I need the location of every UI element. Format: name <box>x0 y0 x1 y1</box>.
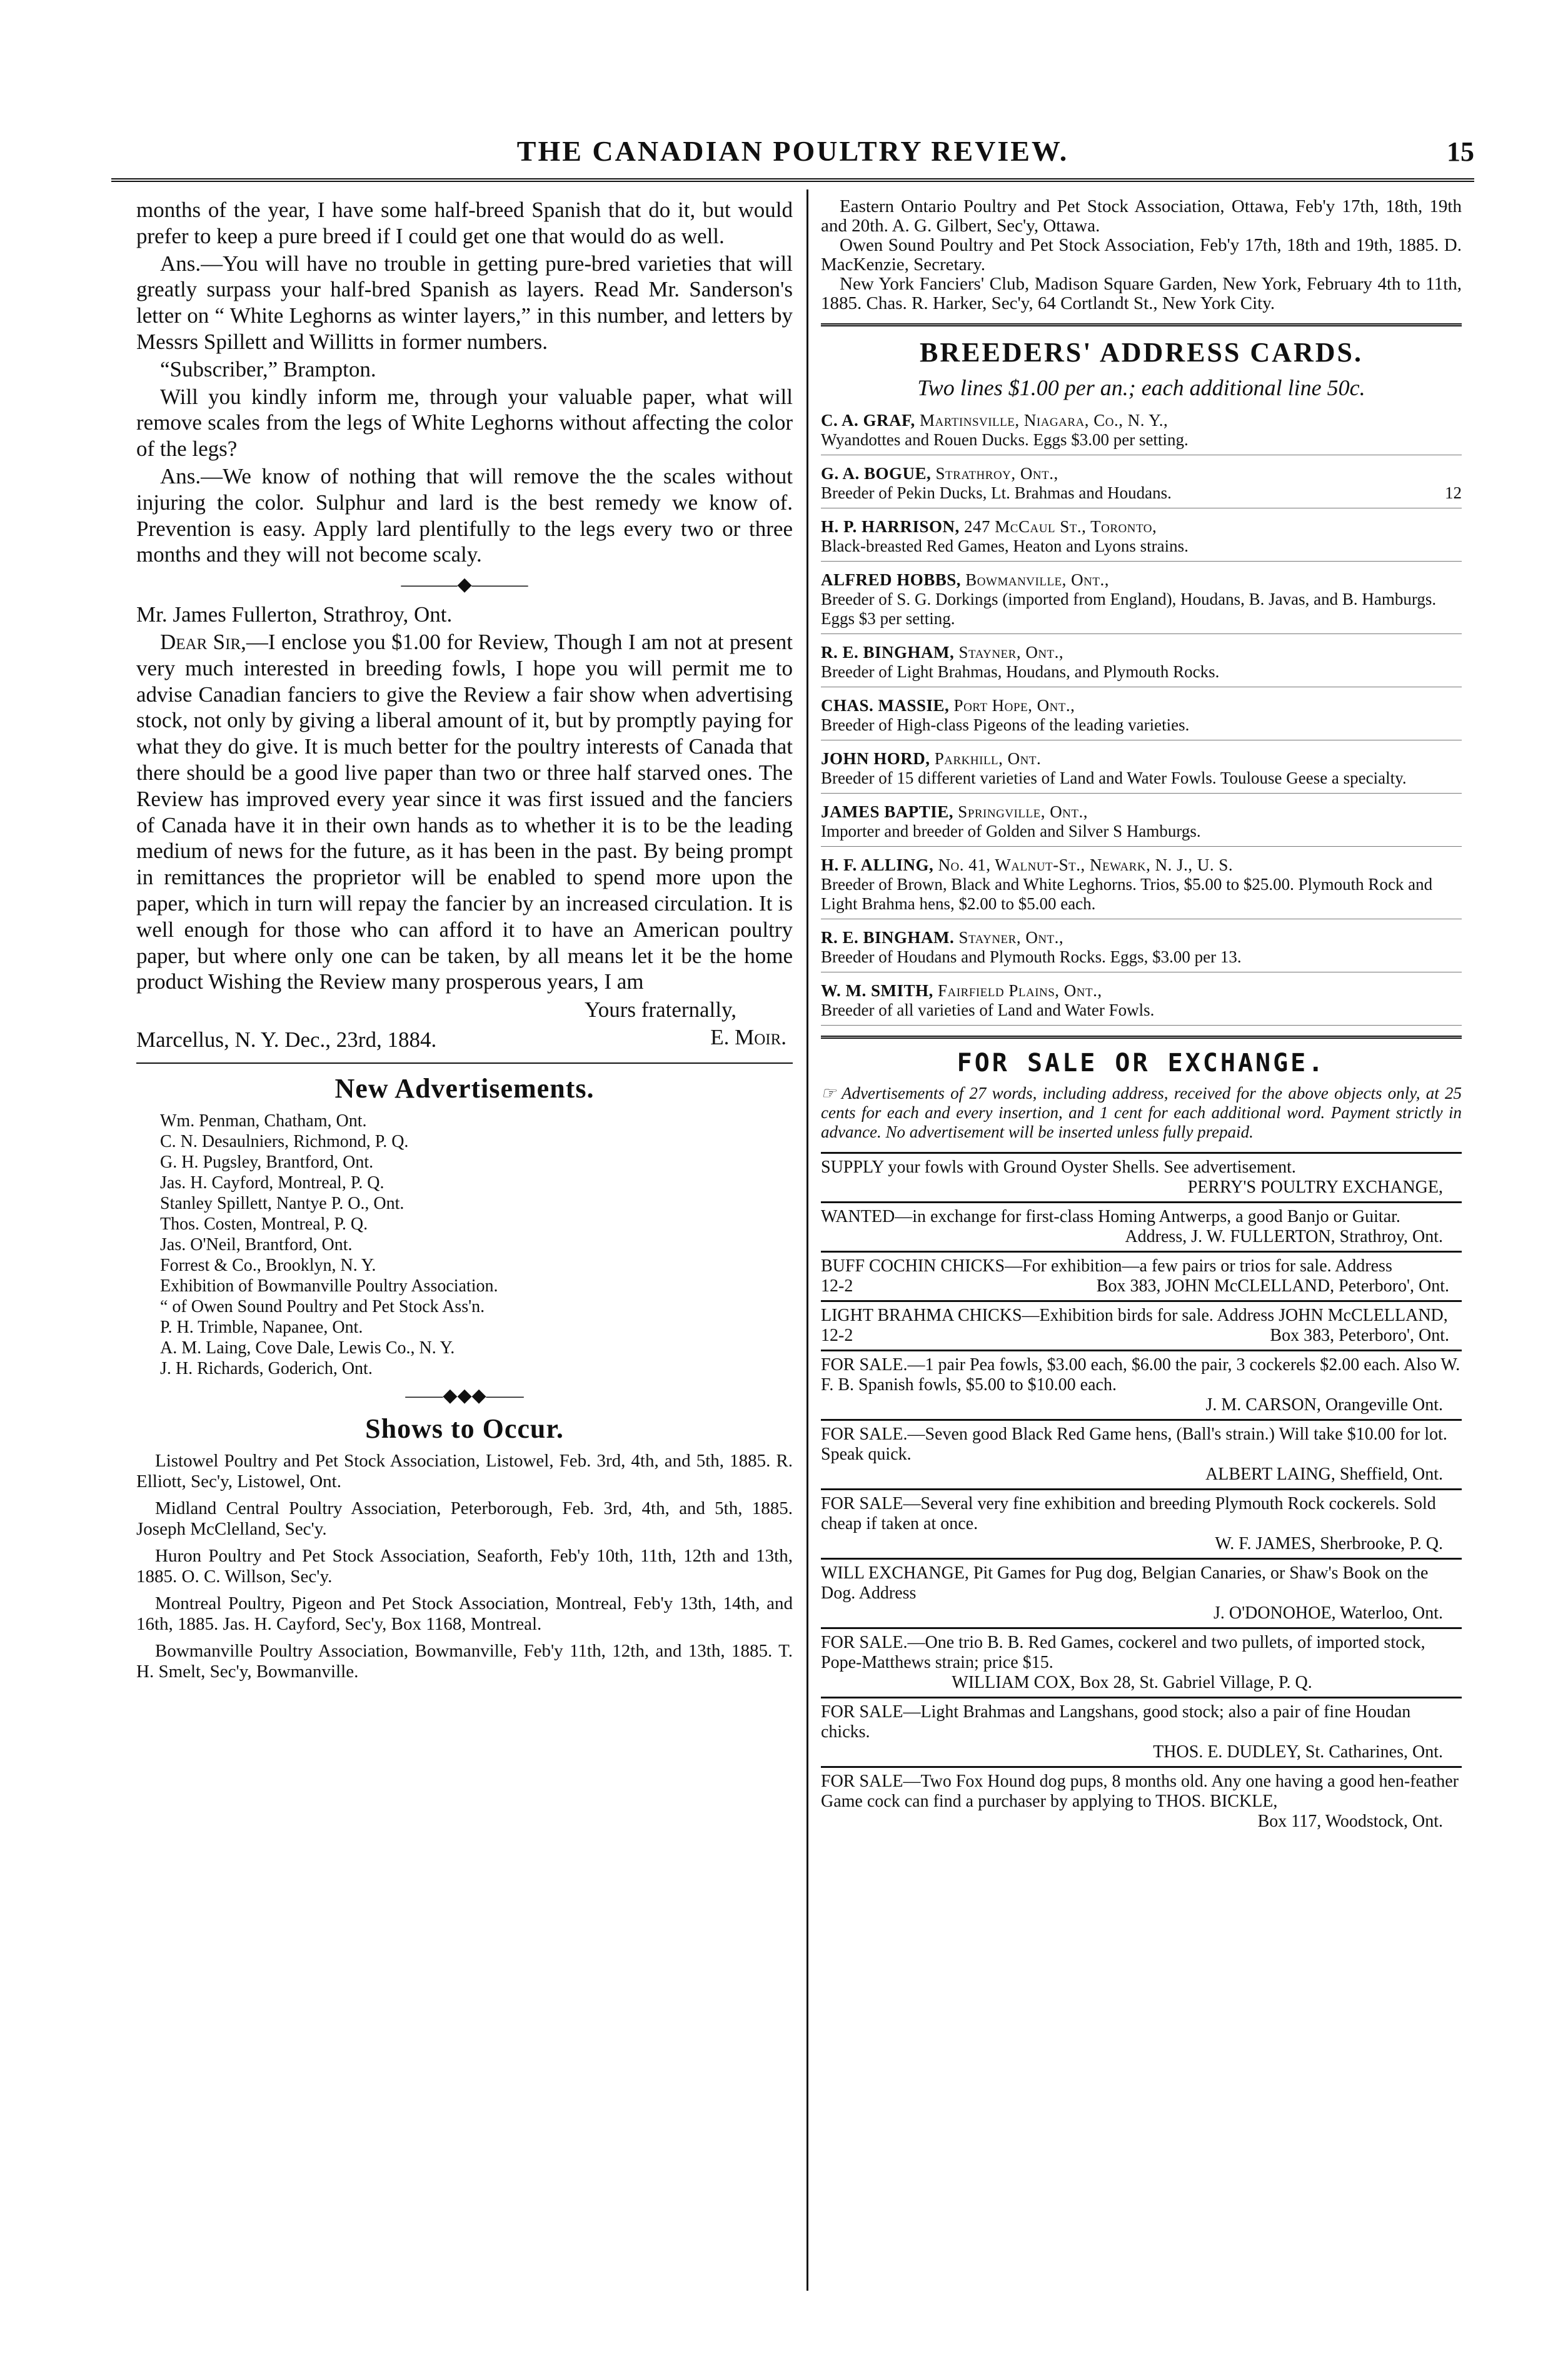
breeder-name: G. A. BOGUE, <box>821 464 932 483</box>
list-item: Forrest & Co., Brooklyn, N. Y. <box>160 1256 376 1276</box>
breeder-location: Strathroy, Ont., <box>935 464 1058 483</box>
list-item: G. H. Pugsley, Brantford, Ont. <box>160 1153 374 1173</box>
section-rule <box>136 1062 793 1064</box>
sale-signature: Box 383, Peterboro', Ont. <box>1270 1326 1449 1345</box>
letter-addressee: Mr. James Fullerton, Strathroy, Ont. <box>136 602 453 627</box>
list-item: Stanley Spillett, Nantye P. O., Ont. <box>160 1194 405 1214</box>
breeder-card <box>821 643 1462 687</box>
shows-list <box>136 1451 793 1682</box>
new-ads-title: New Advertisements. <box>334 1073 595 1104</box>
ornament-divider: ———◆——— <box>401 574 528 595</box>
breeder-name-line <box>821 981 1462 1001</box>
breeder-card <box>821 464 1462 508</box>
breeder-name-line <box>821 411 1462 430</box>
breeder-card <box>821 855 1462 919</box>
sale-ad <box>821 1558 1462 1627</box>
sign-off: Yours fraternally, <box>584 997 736 1022</box>
breeder-name: JOHN HORD, <box>821 749 930 768</box>
sale-signature: PERRY'S POULTRY EXCHANGE, <box>1187 1178 1443 1197</box>
correspondent: “Subscriber,” Brampton. <box>160 356 376 381</box>
sale-text: WILL EXCHANGE, Pit Games for Pug dog, Belgian Canaries, or Shaw's Book on the Dog. Address <box>821 1563 1429 1603</box>
sale-text: FOR SALE.—1 pair Pea fowls, $3.00 each, $6.00 the pair, 3 cockerels $2.00 each. Also W. F. B. Spanish fowls, $5.00 to $10.00 each. <box>821 1355 1460 1395</box>
running-header <box>111 128 1474 172</box>
breeder-name: W. M. SMITH, <box>821 981 933 1000</box>
sale-text: FOR SALE—Light Brahmas and Langshans, good stock; also a pair of fine Houdan chicks. <box>821 1702 1411 1742</box>
paragraph: Ans.—We know of nothing that will remove the the scales without injuring the color. Sulphur and lard is the best remedy we know of. Prevention is easy. Apply lard plentifully to the legs every two or three months and they will not become scaly. <box>136 463 793 567</box>
breeder-location: Fairfield Plains, Ont., <box>938 981 1102 1000</box>
letter-text: —I enclose you $1.00 for Review, Though I am not at present very much interested in breeding fowls, I hope you will permit me to advise Canadian fanciers to give the Review a fair show when advertising stock, not only by giving a liberal amount of it, but by promptly paying for what they do give. It is much better for the poultry interests of Canada that there should be a good live paper than two or three half starved ones. The Review has improved every year since it was first issued and the fanciers of Canada have it in their own hands as to whether it is to be the leading medium of news for the future, as it has been in the past. By being prompt in remittances the proprietor will be enabled to spend more upon the paper, which in turn will repay the fancier by an increased circulation. It is well enough for those who can afford it to have an American poultry paper, but where only one can be taken, by all means let it be the home product Wishing the Review many prosperous years, I am <box>136 629 793 994</box>
breeder-text: Breeder of Brown, Black and White Leghorns. Trios, $5.00 to $25.00. Plymouth Rock and Light Brahma hens, $2.00 to $5.00 each. <box>821 875 1433 913</box>
left-column <box>136 197 793 1688</box>
breeder-name-line <box>821 517 1462 537</box>
breeder-name-line <box>821 464 1462 483</box>
paragraph: months of the year, I have some half-breed Spanish that do it, but would prefer to keep a pure breed if I could get one that would do as well. <box>136 198 793 248</box>
list-item: Wm. Penman, Chatham, Ont. <box>160 1111 367 1131</box>
issue-mark: 12 <box>1445 483 1462 502</box>
breeder-name: ALFRED HOBBS, <box>821 570 962 589</box>
section-rule <box>821 323 1462 326</box>
list-item: Jas. O'Neil, Brantford, Ont. <box>160 1235 353 1255</box>
list-item: Midland Central Poultry Association, Peterborough, Feb. 3rd, 4th, and 5th, 1885. Joseph McClelland, Sec'y. <box>136 1498 793 1540</box>
breeder-card <box>821 802 1462 847</box>
breeder-name-line <box>821 802 1462 822</box>
breeder-text-row <box>821 483 1462 503</box>
breeder-cards <box>821 411 1462 1026</box>
breeder-text: Importer and breeder of Golden and Silver S Hamburgs. <box>821 822 1201 840</box>
breeder-name: H. F. ALLING, <box>821 855 934 874</box>
cards-rates: Two lines $1.00 per an.; each additional line 50c. <box>917 375 1365 400</box>
breeder-location: Bowmanville, Ont., <box>965 570 1109 589</box>
breeder-card <box>821 928 1462 972</box>
sale-ad <box>821 1627 1462 1697</box>
sale-signature-row <box>821 1326 1462 1346</box>
list-item: “ of Owen Sound Poultry and Pet Stock Ass'n. <box>160 1297 485 1317</box>
paragraph: Will you kindly inform me, through your valuable paper, what will remove scales from the legs of White Leghorns without affecting the color of the legs? <box>136 384 793 462</box>
breeder-text: Breeder of 15 different varieties of Land and Water Fowls. Toulouse Geese a specialty. <box>821 769 1407 787</box>
sale-ad <box>821 1766 1462 1835</box>
list-item: P. H. Trimble, Napanee, Ont. <box>160 1318 363 1338</box>
letter-salutation: Dear Sir, <box>160 629 246 654</box>
list-item: C. N. Desaulniers, Richmond, P. Q. <box>160 1132 409 1152</box>
for-sale-title: FOR SALE OR EXCHANGE. <box>957 1049 1326 1077</box>
breeder-name-line <box>821 643 1462 662</box>
list-item: Bowmanville Poultry Association, Bowmanville, Feb'y 11th, 12th, and 13th, 1885. T. H. Smelt, Sec'y, Bowmanville. <box>136 1641 793 1682</box>
sale-ad <box>821 1152 1462 1201</box>
sale-ad <box>821 1300 1462 1350</box>
breeder-location: 247 McCaul St., Toronto, <box>964 517 1157 536</box>
list-item: J. H. Richards, Goderich, Ont. <box>160 1359 373 1379</box>
ornament-divider: ——◆◆◆—— <box>405 1385 524 1406</box>
issue-mark: 12-2 <box>821 1276 853 1296</box>
list-item: New York Fanciers' Club, Madison Square Garden, New York, February 4th to 11th, 1885. Chas. R. Harker, Sec'y, 64 Cortlandt St., New York City. <box>821 274 1462 313</box>
column-separator <box>807 189 808 2291</box>
header-rule <box>111 178 1474 182</box>
list-item: Montreal Poultry, Pigeon and Pet Stock Association, Montreal, Feb'y 13th, 14th, and 16th, 1885. Jas. H. Cayford, Sec'y, Box 1168, Montreal. <box>136 1593 793 1635</box>
list-item: Owen Sound Poultry and Pet Stock Association, Feb'y 17th, 18th and 19th, 1885. D. MacKenzie, Secretary. <box>821 235 1462 275</box>
breeder-location: Springville, Ont., <box>958 802 1088 821</box>
breeder-card <box>821 749 1462 794</box>
sale-signature-row <box>821 1276 1462 1296</box>
sale-text: WANTED—in exchange for first-class Homing Antwerps, a good Banjo or Guitar. <box>821 1207 1400 1226</box>
breeder-name: JAMES BAPTIE, <box>821 802 954 821</box>
for-sale-terms: ☞ Advertisements of 27 words, including address, received for the above objects only, at 25 cents for each and every insertion, and 1 cent for each additional word. Payment strictly in advance. No advertisement will be inserted unless fully prepaid. <box>821 1084 1462 1141</box>
sale-text: FOR SALE—Several very fine exhibition and breeding Plymouth Rock cockerels. Sold cheap if taken at once. <box>821 1494 1436 1533</box>
breeder-text: Breeder of S. G. Dorkings (imported from England), Houdans, B. Javas, and B. Hamburgs. Eggs $3 per setting. <box>821 590 1437 628</box>
sale-ads <box>821 1152 1462 1835</box>
sale-signature: J. M. CARSON, Orangeville Ont. <box>1205 1395 1443 1415</box>
sale-ad <box>821 1488 1462 1558</box>
sale-ad <box>821 1697 1462 1766</box>
list-item: Listowel Poultry and Pet Stock Association, Listowel, Feb. 3rd, 4th, and 5th, 1885. R. Elliott, Sec'y, Listowel, Ont. <box>136 1451 793 1492</box>
sale-text: FOR SALE.—Seven good Black Red Game hens, (Ball's strain.) Will take $10.00 for lot. Speak quick. <box>821 1425 1447 1464</box>
breeder-text: Breeder of Light Brahmas, Houdans, and Plymouth Rocks. <box>821 662 1220 681</box>
breeder-card <box>821 517 1462 562</box>
breeder-card <box>821 411 1462 455</box>
sale-ad <box>821 1350 1462 1419</box>
sale-text: BUFF COCHIN CHICKS—For exhibition—a few pairs or trios for sale. Address <box>821 1256 1392 1276</box>
breeder-text: Breeder of all varieties of Land and Water Fowls. <box>821 1001 1155 1019</box>
publication-title: THE CANADIAN POULTRY REVIEW. <box>516 135 1069 167</box>
section-rule <box>821 1036 1462 1039</box>
breeder-text: Breeder of High-class Pigeons of the leading varieties. <box>821 715 1190 734</box>
place-date: Marcellus, N. Y. Dec., 23rd, 1884. <box>136 1027 437 1052</box>
breeder-text: Breeder of Pekin Ducks, Lt. Brahmas and Houdans. <box>821 483 1172 502</box>
sale-text: FOR SALE.—One trio B. B. Red Games, cockerel and two pullets, of imported stock, Pope-Matthews strain; price $15. <box>821 1633 1425 1672</box>
sale-signature: Box 117, Woodstock, Ont. <box>1257 1812 1443 1831</box>
breeder-name-line <box>821 696 1462 715</box>
page-frame <box>111 116 1474 2292</box>
breeder-card <box>821 981 1462 1026</box>
association-listings <box>821 197 1462 313</box>
sale-signature: WILLIAM COX, Box 28, St. Gabriel Village, P. Q. <box>952 1673 1312 1692</box>
breeder-name: CHAS. MASSIE, <box>821 696 950 715</box>
list-item: Thos. Costen, Montreal, P. Q. <box>160 1214 368 1234</box>
sale-signature: J. O'DONOHOE, Waterloo, Ont. <box>1213 1603 1443 1623</box>
sale-ad <box>821 1201 1462 1251</box>
list-item: Eastern Ontario Poultry and Pet Stock Association, Ottawa, Feb'y 17th, 18th, 19th and 20th. A. G. Gilbert, Sec'y, Ottawa. <box>821 196 1462 236</box>
breeder-location: Martinsville, Niagara, Co., N. Y., <box>920 411 1168 430</box>
breeder-card <box>821 696 1462 740</box>
new-ads-list <box>160 1111 793 1379</box>
breeder-location: No. 41, Walnut-St., Newark, N. J., U. S. <box>938 855 1234 874</box>
list-item: A. M. Laing, Cove Dale, Lewis Co., N. Y. <box>160 1338 455 1358</box>
breeder-location: Stayner, Ont., <box>958 928 1064 947</box>
sale-ad <box>821 1419 1462 1488</box>
breeder-name: C. A. GRAF, <box>821 411 915 430</box>
sale-signature: THOS. E. DUDLEY, St. Catharines, Ont. <box>1153 1742 1443 1762</box>
breeder-name: R. E. BINGHAM, <box>821 643 955 662</box>
cards-title: BREEDERS' ADDRESS CARDS. <box>920 337 1363 368</box>
sale-signature: ALBERT LAING, Sheffield, Ont. <box>1205 1465 1443 1484</box>
letter-body <box>136 629 793 995</box>
shows-title: Shows to Occur. <box>365 1413 564 1445</box>
sale-signature: Box 383, JOHN McCLELLAND, Peterboro', Ont. <box>1096 1276 1449 1296</box>
breeder-location: Stayner, Ont., <box>958 643 1064 662</box>
breeder-location: Parkhill, Ont. <box>934 749 1042 768</box>
breeder-name-line <box>821 749 1462 769</box>
breeder-location: Port Hope, Ont., <box>953 696 1075 715</box>
breeder-name: H. P. HARRISON, <box>821 517 960 536</box>
list-item: Exhibition of Bowmanville Poultry Association. <box>160 1276 498 1296</box>
list-item: Huron Poultry and Pet Stock Association, Seaforth, Feb'y 10th, 11th, 12th and 13th, 1885. O. C. Willson, Sec'y. <box>136 1546 793 1587</box>
breeder-text: Black-breasted Red Games, Heaton and Lyons strains. <box>821 537 1189 555</box>
page-number: 15 <box>1447 136 1474 167</box>
sale-text: LIGHT BRAHMA CHICKS—Exhibition birds for sale. Address JOHN McCLELLAND, <box>821 1306 1448 1325</box>
issue-mark: 12-2 <box>821 1326 853 1345</box>
breeder-name-line <box>821 570 1462 590</box>
sale-text: SUPPLY your fowls with Ground Oyster Shells. See advertisement. <box>821 1158 1296 1177</box>
sale-signature: W. F. JAMES, Sherbrooke, P. Q. <box>1215 1534 1443 1553</box>
right-column <box>821 197 1462 1835</box>
breeder-text: Wyandottes and Rouen Ducks. Eggs $3.00 per setting. <box>821 430 1189 449</box>
signer: E. Moir. <box>710 1025 787 1050</box>
sale-text: FOR SALE—Two Fox Hound dog pups, 8 months old. Any one having a good hen-feather Game cock can find a purchaser by applying to THOS. BICKLE, <box>821 1772 1459 1811</box>
list-item: Jas. H. Cayford, Montreal, P. Q. <box>160 1173 384 1193</box>
sale-signature: Address, J. W. FULLERTON, Strathroy, Ont. <box>1125 1227 1443 1246</box>
breeder-name-line <box>821 928 1462 947</box>
sale-ad <box>821 1251 1462 1300</box>
breeder-name: R. E. BINGHAM. <box>821 928 955 947</box>
paragraph: Ans.—You will have no trouble in getting pure-bred varieties that will greatly surpass your half-bred Spanish as layers. Read Mr. Sanderson's letter on “ White Leghorns as winter layers,” in this number, and letters by Messrs Spillett and Willitts in former numbers. <box>136 251 793 354</box>
breeder-name-line <box>821 855 1462 875</box>
correspondence-section <box>136 197 793 1054</box>
breeder-text: Breeder of Houdans and Plymouth Rocks. Eggs, $3.00 per 13. <box>821 947 1242 966</box>
breeder-card <box>821 570 1462 634</box>
